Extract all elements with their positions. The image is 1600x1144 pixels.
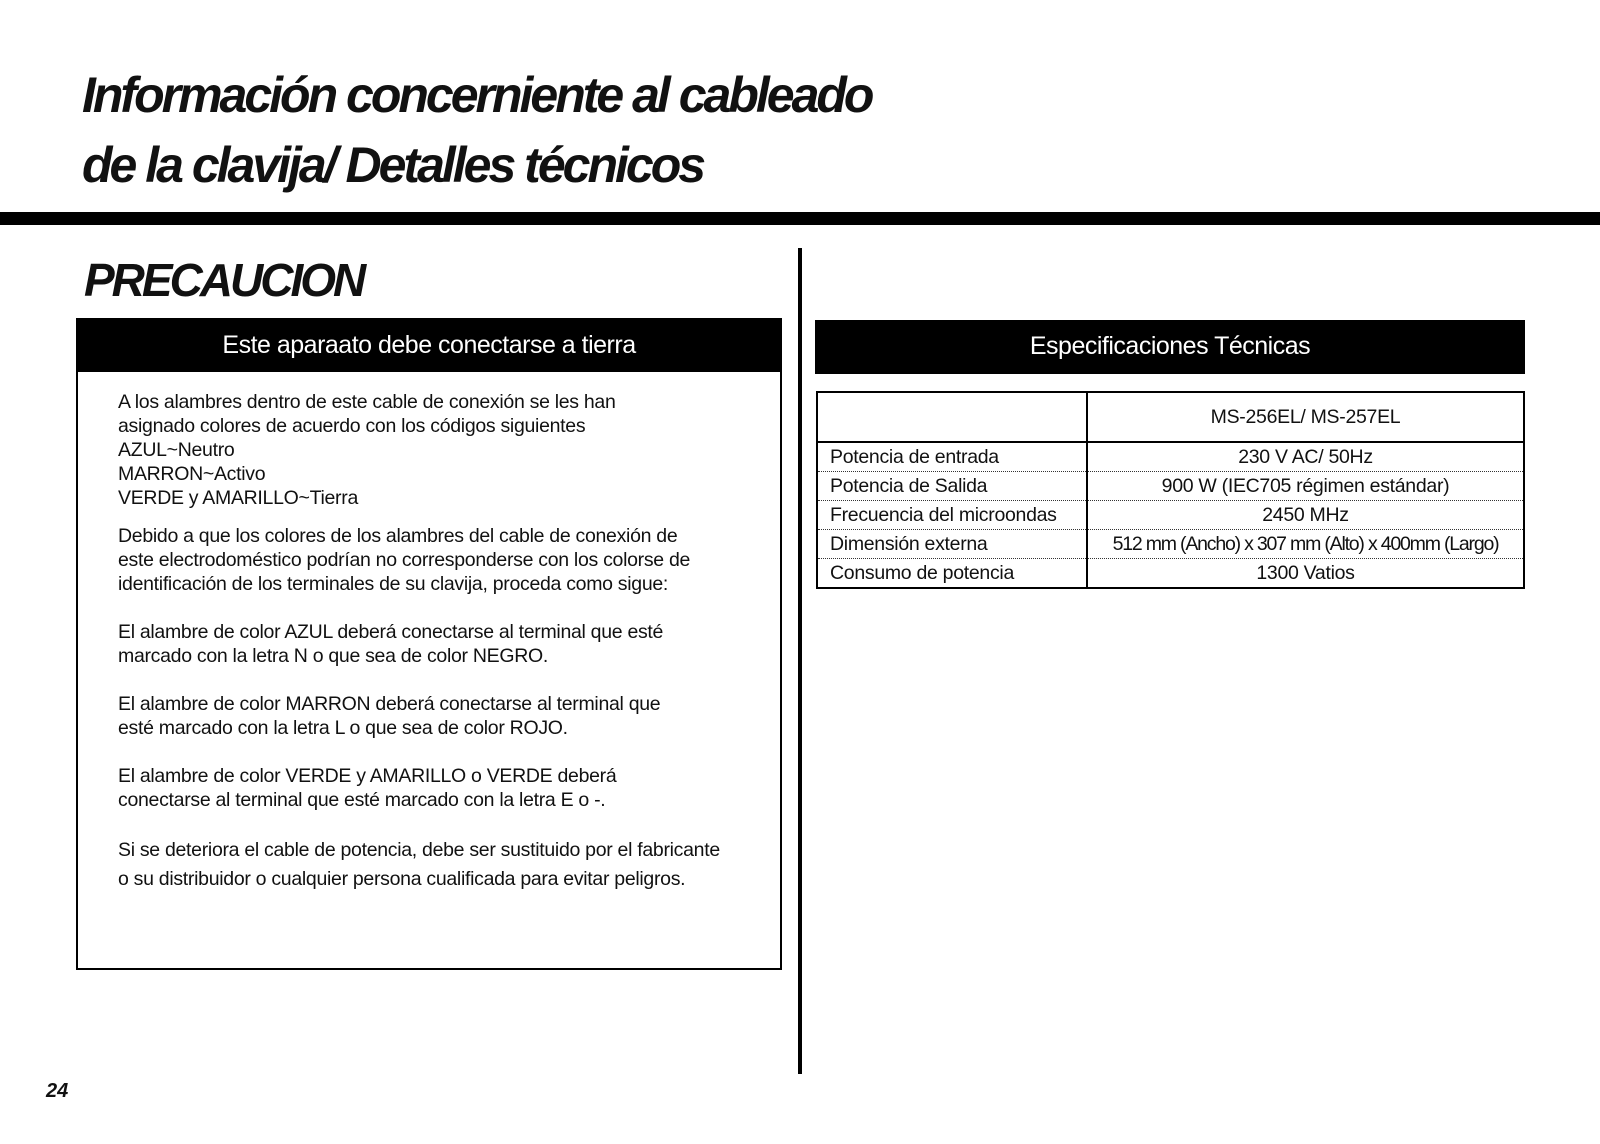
spec-label: Frecuencia del microondas xyxy=(817,501,1087,530)
spec-label: Consumo de potencia xyxy=(817,559,1087,589)
text-line: MARRON~Activo xyxy=(118,463,266,485)
spec-label: Potencia de entrada xyxy=(817,442,1087,472)
page-title xyxy=(82,60,871,200)
spec-label: Potencia de Salida xyxy=(817,472,1087,501)
text-line: AZUL~Neutro xyxy=(118,439,235,461)
specs-table xyxy=(816,391,1525,589)
text-line: VERDE y AMARILLO~Tierra xyxy=(118,487,358,509)
text-line: Debido a que los colores de los alambres del cable de conexión de xyxy=(118,525,678,547)
table-row xyxy=(817,530,1524,559)
text-line: marcado con la letra N o que sea de color NEGRO. xyxy=(118,645,548,667)
spec-value: 230 V AC/ 50Hz xyxy=(1087,442,1524,472)
header-rule xyxy=(0,212,1600,225)
text-line: A los alambres dentro de este cable de conexión se les han xyxy=(118,391,616,413)
page-number: 24 xyxy=(46,1080,69,1102)
table-row xyxy=(817,442,1524,472)
spec-label: Dimensión externa xyxy=(817,530,1087,559)
caution-body xyxy=(78,372,780,894)
specs-table-header-row xyxy=(817,392,1524,442)
caution-heading: PRECAUCION xyxy=(84,254,364,306)
text-line: asignado colores de acuerdo con los códigos siguientes xyxy=(118,415,586,437)
green-yellow-wire-rule xyxy=(118,764,770,812)
text-line: o su distribuidor o cualquier persona cualificada para evitar peligros. xyxy=(118,868,686,890)
spec-value: 900 W (IEC705 régimen estándar) xyxy=(1087,472,1524,501)
text-line: este electrodoméstico podrían no corresponderse con los colorse de xyxy=(118,549,691,571)
wire-colors-paragraph xyxy=(118,390,770,510)
page-title-line-2: de la clavija/ Detalles técnicos xyxy=(82,137,704,193)
table-row xyxy=(817,501,1524,530)
page-title-line-1: Información concerniente al cableado xyxy=(82,67,872,123)
spec-value: 512 mm (Ancho) x 307 mm (Alto) x 400mm (Largo) xyxy=(1087,530,1524,559)
text-line: Si se deteriora el cable de potencia, debe ser sustituido por el fabricante xyxy=(118,839,720,861)
spec-value: 1300 Vatios xyxy=(1256,562,1355,584)
table-row xyxy=(817,559,1524,589)
specs-title: Especificaciones Técnicas xyxy=(815,320,1525,374)
text-line: conectarse al terminal que esté marcado con la letra E o -. xyxy=(118,789,606,811)
text-line: esté marcado con la letra L o que sea de color ROJO. xyxy=(118,717,568,739)
column-divider xyxy=(798,248,802,1074)
model-header: MS-256EL/ MS-257EL xyxy=(1087,392,1524,442)
spec-value: 2450 MHz xyxy=(1087,501,1524,530)
caution-box-title: Este aparaato debe conectarse a tierra xyxy=(78,320,780,372)
text-line: El alambre de color AZUL deberá conectarse al terminal que esté xyxy=(118,621,664,643)
cable-replacement-paragraph xyxy=(118,836,770,894)
text-line: El alambre de color VERDE y AMARILLO o VERDE deberá xyxy=(118,765,617,787)
table-row xyxy=(817,472,1524,501)
color-mismatch-paragraph xyxy=(118,524,770,596)
caution-box xyxy=(76,318,782,970)
specs-table-empty-cell xyxy=(817,392,1087,442)
brown-wire-rule xyxy=(118,692,770,740)
blue-wire-rule xyxy=(118,620,770,668)
text-line: identificación de los terminales de su clavija, proceda como sigue: xyxy=(118,573,669,595)
text-line: El alambre de color MARRON deberá conectarse al terminal que xyxy=(118,693,661,715)
